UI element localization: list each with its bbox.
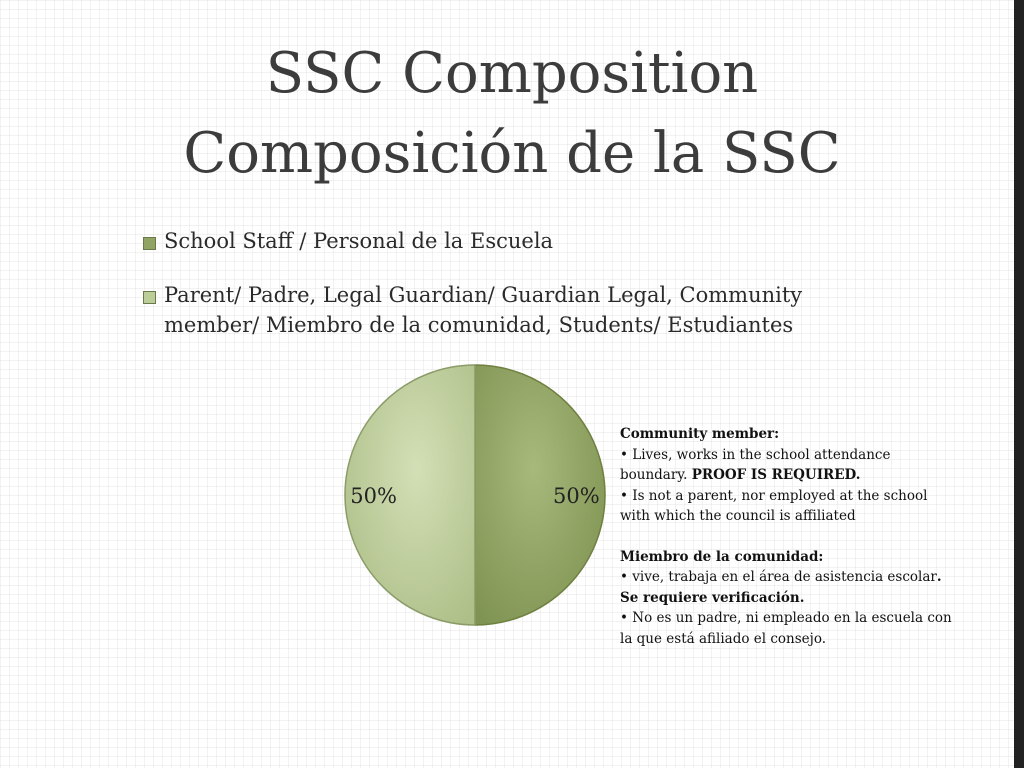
legend-item-school-staff — [143, 226, 843, 256]
legend-swatch-school-staff — [143, 237, 156, 250]
slide-title-line2: Composición de la SSC — [183, 121, 841, 186]
chart-legend — [143, 226, 843, 364]
note-en-bullet-1-bold: PROOF IS REQUIRED. — [691, 467, 861, 483]
pie-label-parents-community: 50% — [350, 484, 397, 508]
note-en-bullet-2: • Is not a parent, nor employed at the school with which the council is affiliated — [620, 487, 928, 524]
legend-swatch-parents-community — [143, 291, 156, 304]
note-es-heading: Miembro de la comunidad: — [620, 548, 824, 565]
pie-chart — [330, 355, 620, 645]
note-en-bullet-1-text: • Lives, works in the school attendance boundary. — [620, 446, 891, 483]
note-en-heading: Community member: — [620, 426, 780, 442]
note-es-bullet-1-text: • vive, trabaja en el área de asistencia escolar — [620, 569, 937, 585]
legend-label-parents-community: Parent/ Padre, Legal Guardian/ Guardian Legal, Community member/ Miembro de la comunidad, Students/ Estudiantes — [164, 283, 803, 337]
slide-title-line1: SSC Composition — [265, 41, 759, 106]
pie-label-school-staff: 50% — [553, 484, 600, 508]
note-es-bullet-1-bold: . Se requiere verificación. — [620, 569, 942, 606]
note-es-bullet-2: • No es un padre, ni empleado en la escuela con la que está afiliado el consejo. — [620, 610, 952, 647]
community-member-note — [620, 424, 960, 649]
note-es-bullet-1 — [620, 567, 960, 608]
legend-item-parents-community — [143, 280, 843, 340]
note-en-bullet-1 — [620, 445, 960, 486]
legend-label-school-staff: School Staff / Personal de la Escuela — [164, 229, 554, 253]
